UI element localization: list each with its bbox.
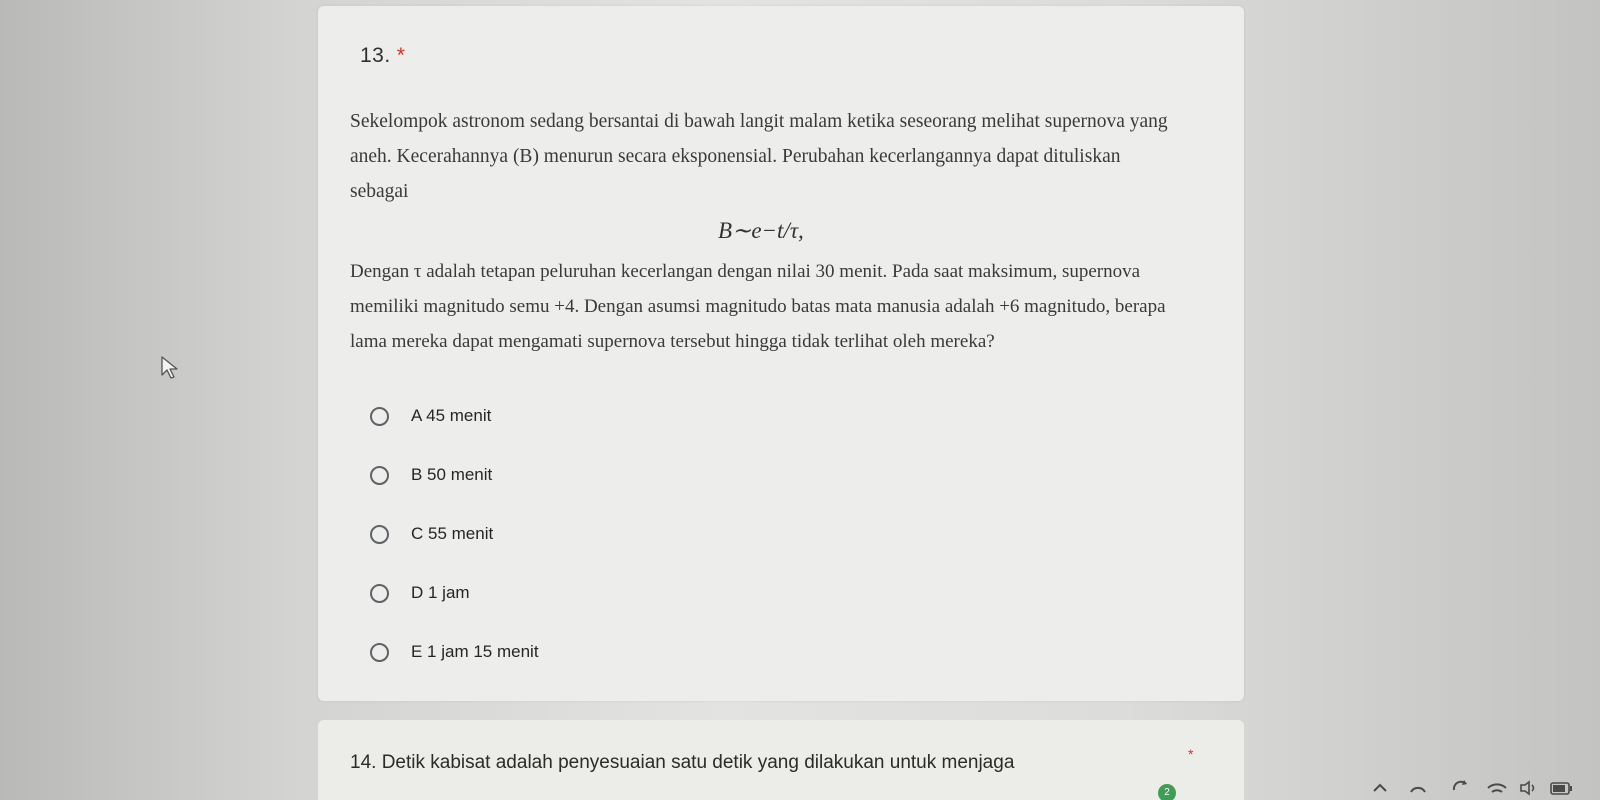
chevron-up-icon[interactable] (1370, 780, 1390, 794)
option-label: A 45 menit (411, 406, 492, 425)
question-number-text: 13. (360, 44, 391, 67)
radio-button[interactable] (370, 643, 389, 662)
option-a[interactable] (370, 406, 491, 426)
speaker-icon[interactable] (1518, 780, 1538, 796)
radio-button[interactable] (370, 584, 389, 603)
notification-badge[interactable]: 2 (1158, 784, 1176, 800)
question-14-title: 14. Detik kabisat adalah penyesuaian satu detik yang dilakukan untuk menjaga (350, 752, 1015, 773)
option-e[interactable] (370, 642, 539, 662)
wifi-icon[interactable] (1486, 780, 1508, 796)
option-label: E 1 jam 15 menit (411, 642, 539, 661)
circle-icon[interactable] (1408, 778, 1428, 794)
question-card-14 (318, 720, 1244, 800)
option-label: C 55 menit (411, 524, 494, 543)
question-paragraph-2: Dengan τ adalah tetapan peluruhan kecerlangan dengan nilai 30 menit. Pada saat maksimum, supernova memiliki magnitudo semu +4. Dengan asumsi magnitudo batas mata manusia adalah +6 magnitudo, berapa lama mereka dapat mengamati supernova tersebut hingga tidak terlihat oleh mereka? (350, 261, 1166, 352)
required-asterisk: * (1188, 746, 1194, 762)
radio-button[interactable] (370, 466, 389, 485)
battery-icon[interactable] (1550, 782, 1574, 796)
option-d[interactable] (370, 583, 470, 603)
formula: B∼e−t/τ, (718, 218, 804, 243)
question-card-13 (318, 6, 1244, 701)
refresh-icon[interactable] (1450, 776, 1470, 794)
option-label: B 50 menit (411, 465, 493, 484)
option-c[interactable] (370, 524, 493, 544)
question-paragraph-1: Sekelompok astronom sedang bersantai di bawah langit malam ketika seseorang melihat supernova yang aneh. Kecerahannya (B) menurun secara eksponensial. Perubahan kecerlangannya dapat dituliskan sebagai (350, 111, 1168, 202)
option-b[interactable] (370, 465, 492, 485)
mouse-cursor-icon (160, 355, 180, 381)
question-number (360, 44, 405, 68)
option-label: D 1 jam (411, 583, 470, 602)
radio-button[interactable] (370, 525, 389, 544)
radio-button[interactable] (370, 407, 389, 426)
required-asterisk: * (396, 44, 406, 67)
